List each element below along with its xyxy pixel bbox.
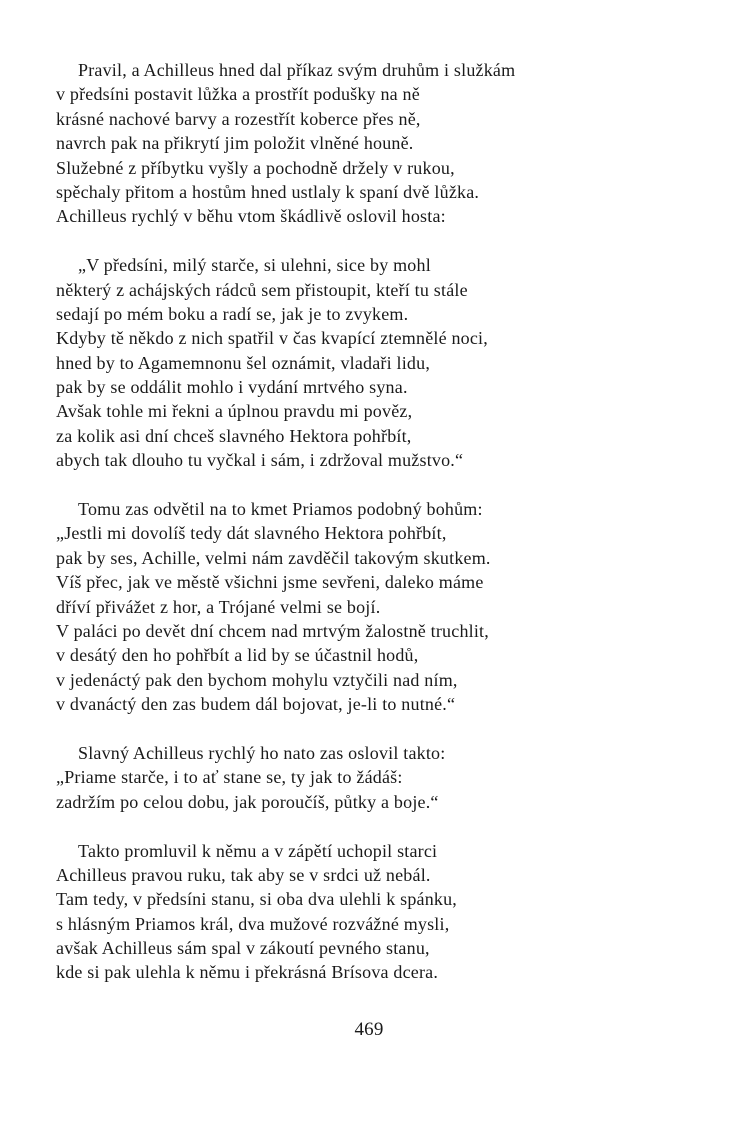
- page-number: 469: [354, 1019, 384, 1040]
- stanza-3: [56, 497, 696, 717]
- verse-line: „Jestli mi dovolíš tedy dát slavného Hektora pohřbít,: [56, 523, 447, 544]
- verse-line: kde si pak ulehla k němu i překrásná Brísova dcera.: [56, 962, 439, 983]
- verse-line: Víš přec, jak ve městě všichni jsme sevřeni, daleko máme: [56, 572, 484, 593]
- verse-line: pak by ses, Achille, velmi nám zavděčil takovým skutkem.: [56, 547, 491, 568]
- verse-line: „Priame starče, i to ať stane se, ty jak to žádáš:: [56, 767, 403, 788]
- verse-line: v dvanáctý den zas budem dál bojovat, je-li to nutné.“: [56, 694, 456, 715]
- stanza-2: [56, 253, 696, 473]
- verse-line: Takto promluvil k němu a v zápětí uchopil starci: [78, 840, 438, 861]
- verse-line: Achilleus pravou ruku, tak aby se v srdci už nebál.: [56, 864, 431, 885]
- verse-line: Tomu zas odvětil na to kmet Priamos podobný bohům:: [78, 499, 483, 520]
- verse-line: avšak Achilleus sám spal v zákoutí pevného stanu,: [56, 938, 430, 959]
- verse-line: „V předsíni, milý starče, si ulehni, sice by mohl: [78, 255, 431, 276]
- verse-line: abych tak dlouho tu vyčkal i sám, i zdržoval mužstvo.“: [56, 450, 464, 471]
- verse-line: Pravil, a Achilleus hned dal příkaz svým druhům i služkám: [78, 60, 516, 80]
- stanza-4: [56, 741, 696, 814]
- verse-line: v desátý den ho pohřbít a lid by se účastnil hodů,: [56, 645, 419, 666]
- verse-line: Achilleus rychlý v běhu vtom škádlivě oslovil hosta:: [56, 206, 446, 227]
- verse-line: některý z achájských rádců sem přistoupit, kteří tu stále: [56, 279, 468, 300]
- verse-line: sedají po mém boku a radí se, jak je to zvykem.: [56, 303, 409, 324]
- verse-line: pak by se oddálit mohlo i vydání mrtvého syna.: [56, 377, 408, 398]
- verse-line: Tam tedy, v předsíni stanu, si oba dva ulehli k spánku,: [56, 889, 458, 910]
- stanza-5: [56, 839, 696, 985]
- poem-text: [56, 58, 696, 985]
- verse-line: za kolik asi dní chceš slavného Hektora pohřbít,: [56, 425, 412, 446]
- verse-line: v předsíni postavit lůžka a prostřít podušky na ně: [56, 84, 420, 105]
- verse-line: krásné nachové barvy a rozestřít koberce přes ně,: [56, 108, 421, 129]
- verse-line: hned by to Agamemnonu šel oznámit, vladaři lidu,: [56, 352, 431, 373]
- stanza-1: [56, 58, 696, 229]
- verse-line: Slavný Achilleus rychlý ho nato zas oslovil takto:: [78, 742, 446, 763]
- verse-line: v jedenáctý pak den bychom mohylu vztyčili nad ním,: [56, 669, 458, 690]
- verse-line: zadržím po celou dobu, jak poroučíš, půtky a boje.“: [56, 791, 439, 812]
- verse-line: dříví přivážet z hor, a Trójané velmi se bojí.: [56, 596, 381, 617]
- verse-line: Služebné z příbytku vyšly a pochodně držely v rukou,: [56, 157, 455, 178]
- verse-line: V paláci po devět dní chcem nad mrtvým žalostně truchlit,: [56, 620, 489, 641]
- verse-line: s hlásným Priamos král, dva mužové rozvážné mysli,: [56, 913, 450, 934]
- verse-line: navrch pak na přikrytí jim položit vlněné houně.: [56, 133, 414, 154]
- verse-line: spěchaly přitom a hostům hned ustlaly k spaní dvě lůžka.: [56, 181, 480, 202]
- verse-line: Kdyby tě někdo z nich spatřil v čas kvapící ztemnělé noci,: [56, 328, 488, 349]
- verse-line: Avšak tohle mi řekni a úplnou pravdu mi pověz,: [56, 401, 413, 422]
